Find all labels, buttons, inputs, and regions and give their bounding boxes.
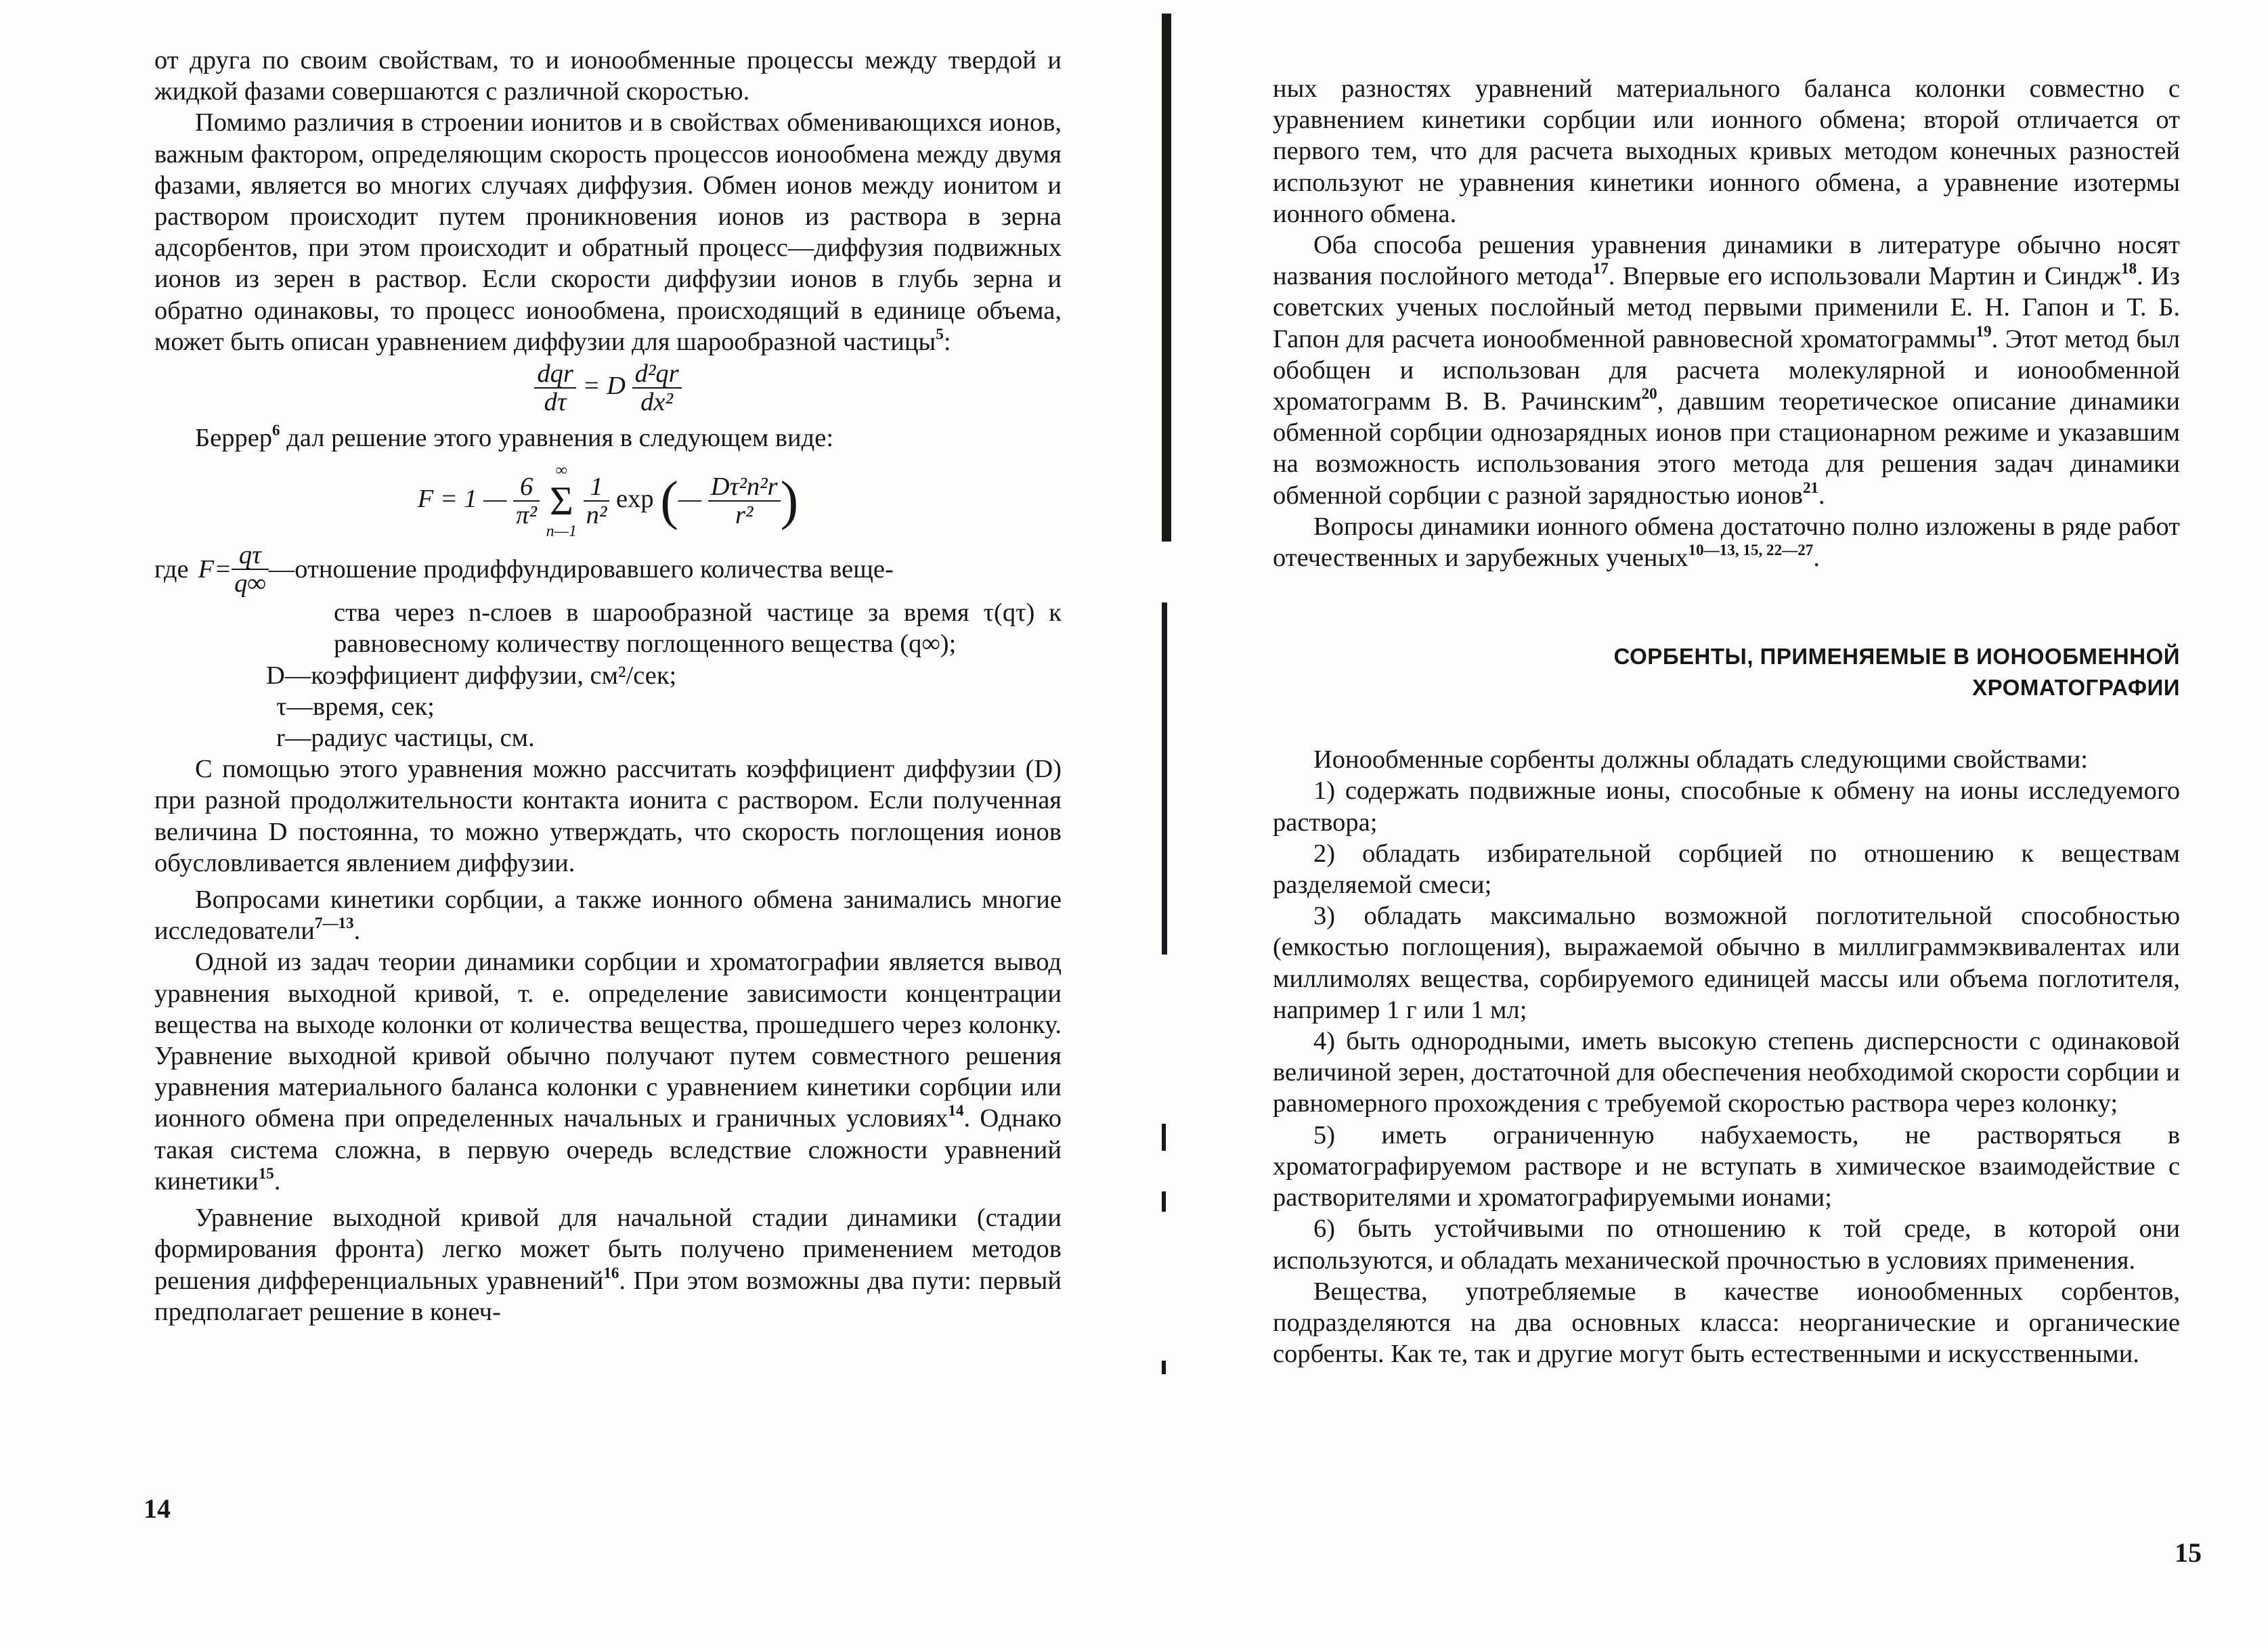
page-number: 15 [2175, 1537, 2202, 1568]
list-item: 2) обладать избирательной сорбцией по отношению к веществам разделяемой смеси; [1273, 839, 2180, 900]
list-item: 3) обладать максимально возможной поглотительной способностью (емкостью поглощения), выражаемой обычно в миллиграммэквивалентах или миллимолях вещества, сорбируемого единицей массы или объема поглотителя, например 1 г или 1 мл; [1273, 902, 2180, 1024]
footnote-ref: 7—13 [314, 914, 354, 932]
footnote-ref: 20 [1641, 384, 1657, 402]
paragraph: Ионообменные сорбенты должны обладать следующими свойствами: [1313, 745, 2088, 774]
paragraph: Беррер$^6$ дал решение этого уравнения в следующем виде: [195, 420, 834, 453]
footnote-ref: 17 [1592, 259, 1609, 278]
variable-definitions: где F= $\frac{q\tau}{q\infty}$ —отношение продиффундировавшего количества веще- ства через n-слоев в шарообразной частице за время τ(qτ) к равновесному количеству поглощенного вещества (q∞); D—коэффициент диффузии, см²/сек; τ—время, сек; r—радиус частицы, см. [154, 541, 1062, 753]
paragraph: Помимо различия в строении ионитов и в свойствах обменивающихся ионов, важным фактором, определяющим скорость процессов ионообмена между двумя фазами, является во многих случаях диффузия. Обмен ионов между ионитом и раствором происходит путем проникновения ионов из раствора в зерна адсорбентов, при этом происходит и обратный процесс—диффузия подвижных ионов из зерен в раствор. Если скорости диффузии ионов в глубь зерна и обратно одинаковы, то процесс ионообмена, происходящий в единице объема, может быть описан уравнением диффузии для шарообразной частицы$^5$: [154, 108, 1062, 356]
paragraph: Оба способа решения уравнения динамики в литературе обычно носят названия послойного метода$^{17}$. Впервые его использовали Мартин и Синдж$^{18}$. Из советских ученых послойный метод первыми применили Е. Н. Гапон и Т. Б. Гапон для расчета ионообменной равновесной хроматограммы$^{19}$. Этот метод был обобщен и использован для расчета молекулярной и ионообменной хроматограмм В. В. Рачинским$^{20}$, давшим теоретическое описание динамики обменной сорбции однозарядных ионов при стационарном режиме и указавшим на возможность использования этого метода для решения задач динамики обменной сорбции с разной зарядностью ионов$^{21}$. [1273, 231, 2180, 510]
right-page [1110, 0, 2268, 1647]
footnote-ref: 15 [258, 1164, 274, 1182]
footnote-ref: 19 [1976, 322, 1992, 340]
footnote-ref: 10—13, 15, 22—27 [1688, 540, 1814, 558]
right-text-column [1273, 73, 2180, 1369]
list-item: 4) быть однородными, иметь высокую степень дисперсности с одинаковой величиной зерен, достаточной для обеспечения необходимой скорости сорбции и равномерного прохождения с требуемой скоростью раствора через колонку; [1273, 1027, 2180, 1118]
paragraph: Уравнение выходной кривой для начальной стадии динамики (стадии формирования фронта) легко может быть получено применением методов решения дифференциальных уравнений$^{16}$. При этом возможны два пути: первый предполагает решение в конеч- [154, 1204, 1062, 1326]
paragraph: Вопросы динамики ионного обмена достаточно полно изложены в ряде работ отечественных и зарубежных ученых$^{10—13, 15, 22—27}$. [1273, 512, 2180, 573]
paragraph: Вопросами кинетики сорбции, а также ионного обмена занимались многие исследователи$^{7—13}$. [154, 885, 1062, 946]
left-page [0, 0, 1110, 1647]
paragraph: Вещества, употребляемые в качестве ионообменных сорбентов, подразделяются на два основных класса: неорганические и органические сорбенты. Как те, так и другие могут быть естественными и искусственными. [1273, 1277, 2180, 1369]
paragraph: Одной из задач теории динамики сорбции и хроматографии является вывод уравнения выходной кривой, т. е. определение зависимости концентрации вещества на выходе колонки от количества вещества, прошедшего через колонку. Уравнение выходной кривой обычно получают путем совместного решения уравнения материального баланса колонки с уравнением кинетики сорбции или ионного обмена при определенных начальных и граничных условиях$^{14}$. Однако такая система сложна, в первую очередь вследствие сложности уравнений кинетики$^{15}$. [154, 948, 1062, 1195]
paragraph: С помощью этого уравнения можно рассчитать коэффициент диффузии (D) при разной продолжительности контакта ионита с раствором. Если полученная величина D постоянна, то можно утверждать, что скорость поглощения ионов обусловливается явлением диффузии. [154, 755, 1062, 877]
footnote-ref: 16 [603, 1263, 619, 1281]
footnote-ref: 5 [936, 324, 944, 343]
diffusion-equation: $\frac{\text{dqr}}{d\tau}$ = D $\frac{\text{d²qr}}{\text{dx²}}$ [154, 360, 1062, 416]
list-item: 5) иметь ограниченную набухаемость, не растворяться в хроматографируемом растворе и не вступать в химическое взаимодействие с растворителями и хроматографируемыми ионами; [1273, 1120, 2180, 1212]
footnote-ref: 21 [1802, 478, 1819, 496]
list-item: 1) содержать подвижные ионы, способные к обмену на ионы исследуемого раствора; [1273, 776, 2180, 837]
footnote-ref: 18 [2120, 259, 2137, 278]
section-heading: СОРБЕНТЫ, ПРИМЕНЯЕМЫЕ В ИОНООБМЕННОЙ ХРОМАТОГРАФИИ [1613, 644, 2180, 701]
barrer-equation: F = 1 — $\frac{6}{\text{π²}}$ ∞ Σ n—1 $\frac{1}{\text{n²}}$ exp (— $\frac{\text{Dτ²n²r}}{\text{r²}}$ ) [417, 462, 799, 541]
footnote-ref: 6 [272, 420, 280, 439]
footnote-ref: 14 [948, 1101, 964, 1120]
page-number: 14 [144, 1493, 171, 1524]
list-item: 6) быть устойчивыми по отношению к той среде, в которой они используются, и обладать механической прочностью в условиях применения. [1273, 1214, 2180, 1275]
left-text-column [154, 45, 1062, 1327]
paragraph: от друга по своим свойствам, то и ионообменные процессы между твердой и жидкой фазами совершаются с различной скоростью. [154, 46, 1062, 106]
paragraph: ных разностях уравнений материального баланса колонки совместно с уравнением кинетики сорбции или ионного обмена; второй отличается от первого тем, что для расчета выходных кривых методом конечных разностей используют не уравнения кинетики ионного обмена, а уравнение изотермы ионного обмена. [1273, 74, 2180, 228]
